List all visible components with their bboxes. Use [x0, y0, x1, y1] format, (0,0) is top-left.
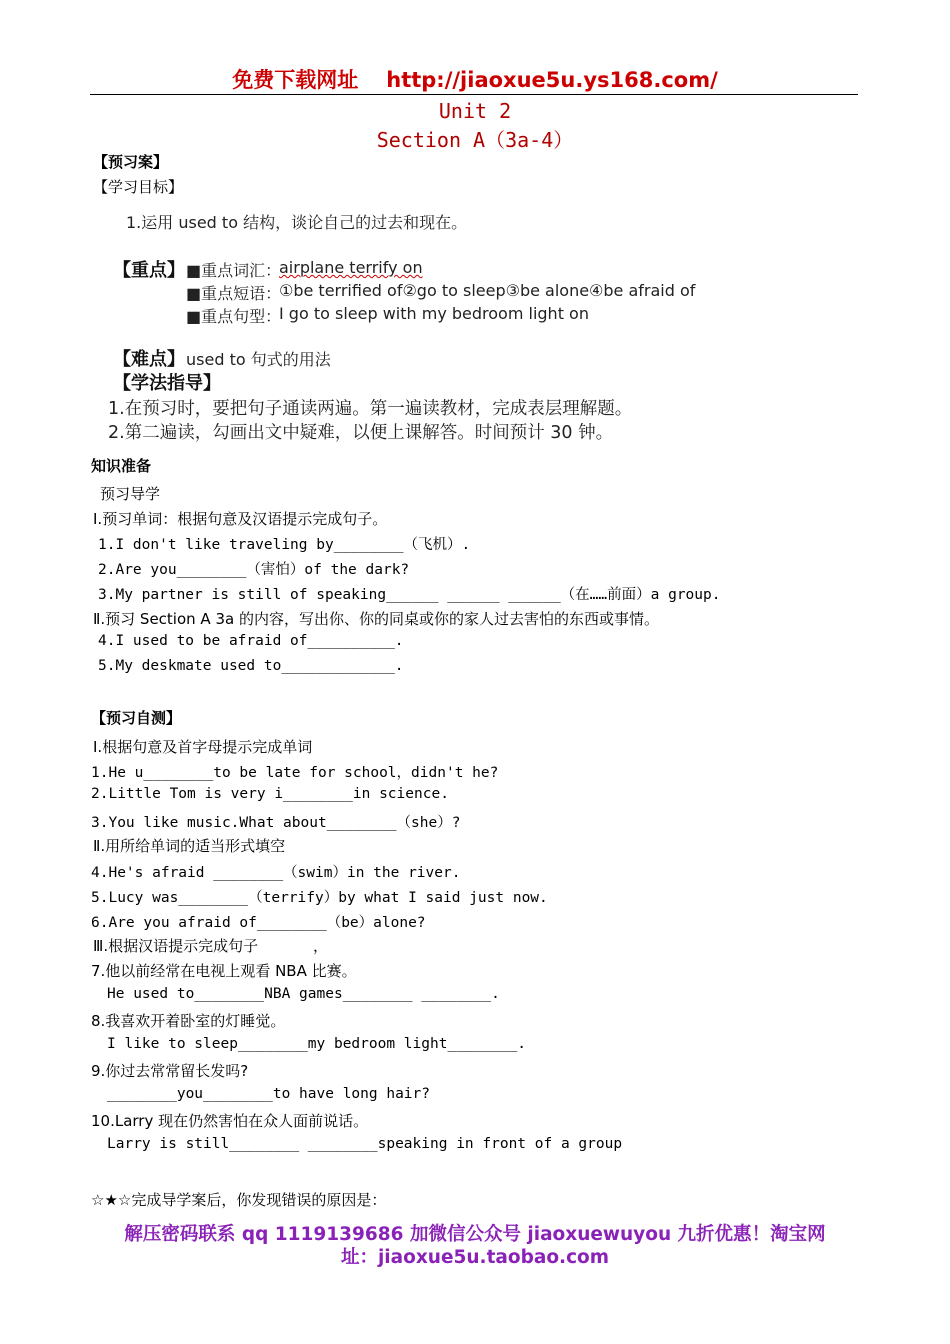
selftest-q8-en: I like to sleep________my bedroom light________.: [107, 1036, 527, 1052]
knowledge-q3: 3.My partner is still of speaking______ ______ ______（在……前面）a group.: [98, 587, 721, 603]
selftest-heading: 【预习自测】: [91, 709, 182, 727]
knowledge-part2-title: Ⅱ.预习 Section A 3a 的内容，写出你、你的同桌或你的家人过去害怕的东西或事情。: [93, 610, 659, 628]
method-line-2: 2.第二遍读，勾画出文中疑难，以便上课解答。时间预计 30 钟。: [108, 423, 614, 443]
knowledge-q4: 4.I used to be afraid of__________.: [98, 633, 404, 649]
selftest-q5: 5.Lucy was________（terrify）by what I said just now.: [91, 890, 548, 906]
selftest-part3-comma: ，: [313, 937, 329, 955]
method-line-1: 1.在预习时，要把句子通读两遍。第一遍读教材，完成表层理解题。: [108, 399, 633, 419]
section-title: Section A（3a-4）: [376, 128, 574, 152]
key-vocab-value: airplane terrify on: [279, 258, 423, 277]
selftest-q9-cn: 9.你过去常常留长发吗?: [91, 1062, 249, 1080]
selftest-q3: 3.You like music.What about________（she）?: [91, 815, 461, 831]
key-points-label: 【重点】: [113, 260, 185, 281]
selftest-q10-cn: 10.Larry 现在仍然害怕在众人面前说话。: [91, 1112, 369, 1130]
goal-1: 1.运用 used to 结构，谈论自己的过去和现在。: [126, 213, 468, 232]
selftest-q1: 1.He u________to be late for school，didn't he?: [91, 765, 499, 781]
site-url-link[interactable]: http://jiaoxue5u.ys168.com/: [386, 68, 718, 92]
knowledge-part1-title: Ⅰ.预习单词：根据句意及汉语提示完成句子。: [93, 510, 388, 528]
key-phrases-label: ■重点短语：: [186, 284, 282, 303]
footer-line-2: 址：jiaoxue5u.taobao.com: [340, 1247, 610, 1268]
site-label: 免费下载网址: [232, 68, 359, 92]
key-phrases-value: ①be terrified of②go to sleep③be alone④be afraid of: [279, 281, 696, 300]
selftest-q7-cn: 7.他以前经常在电视上观看 NBA 比赛。: [91, 962, 357, 980]
unit-title: Unit 2: [438, 99, 512, 123]
method-heading: 【学法指导】: [113, 373, 221, 394]
key-sentence-value: I go to sleep with my bedroom light on: [279, 304, 589, 323]
selftest-q8-cn: 8.我喜欢开着卧室的灯睡觉。: [91, 1012, 286, 1030]
difficult-value: used to 句式的用法: [186, 350, 331, 369]
selftest-q7-en: He used to________NBA games________ ________.: [107, 986, 500, 1002]
footer-line-1: 解压密码联系 qq 1119139686 加微信公众号 jiaoxuewuyou 九折优惠！淘宝网: [124, 1224, 826, 1245]
knowledge-subheading: 预习导学: [100, 485, 161, 503]
selftest-q10-en: Larry is still________ ________speaking in front of a group: [107, 1136, 623, 1152]
header-divider: [90, 94, 858, 95]
key-vocab-label: ■重点词汇：: [186, 261, 282, 280]
selftest-q2: 2.Little Tom is very i________in science.: [91, 786, 449, 802]
selftest-part2-title: Ⅱ.用所给单词的适当形式填空: [93, 837, 286, 855]
knowledge-q1: 1.I don't like traveling by________（飞机）.: [98, 537, 471, 553]
site-header: [0, 64, 950, 94]
selftest-part3-title: Ⅲ.根据汉语提示完成句子: [93, 937, 259, 955]
knowledge-q2: 2.Are you________（害怕）of the dark?: [98, 562, 410, 578]
selftest-q9-en: ________you________to have long hair?: [107, 1086, 431, 1102]
knowledge-heading: 知识准备: [91, 457, 152, 475]
reflection-line: ☆★☆完成导学案后，你发现错误的原因是：: [91, 1191, 387, 1209]
difficult-label: 【难点】: [113, 349, 185, 370]
key-sentence-label: ■重点句型：: [186, 307, 282, 326]
goals-heading: 【学习目标】: [93, 178, 184, 196]
knowledge-q5: 5.My deskmate used to_____________.: [98, 658, 404, 674]
preview-heading: 【预习案】: [93, 153, 169, 171]
selftest-q6: 6.Are you afraid of________（be）alone?: [91, 915, 426, 931]
selftest-q4: 4.He's afraid ________（swim）in the river.: [91, 865, 461, 881]
selftest-part1-title: Ⅰ.根据句意及首字母提示完成单词: [93, 738, 313, 756]
